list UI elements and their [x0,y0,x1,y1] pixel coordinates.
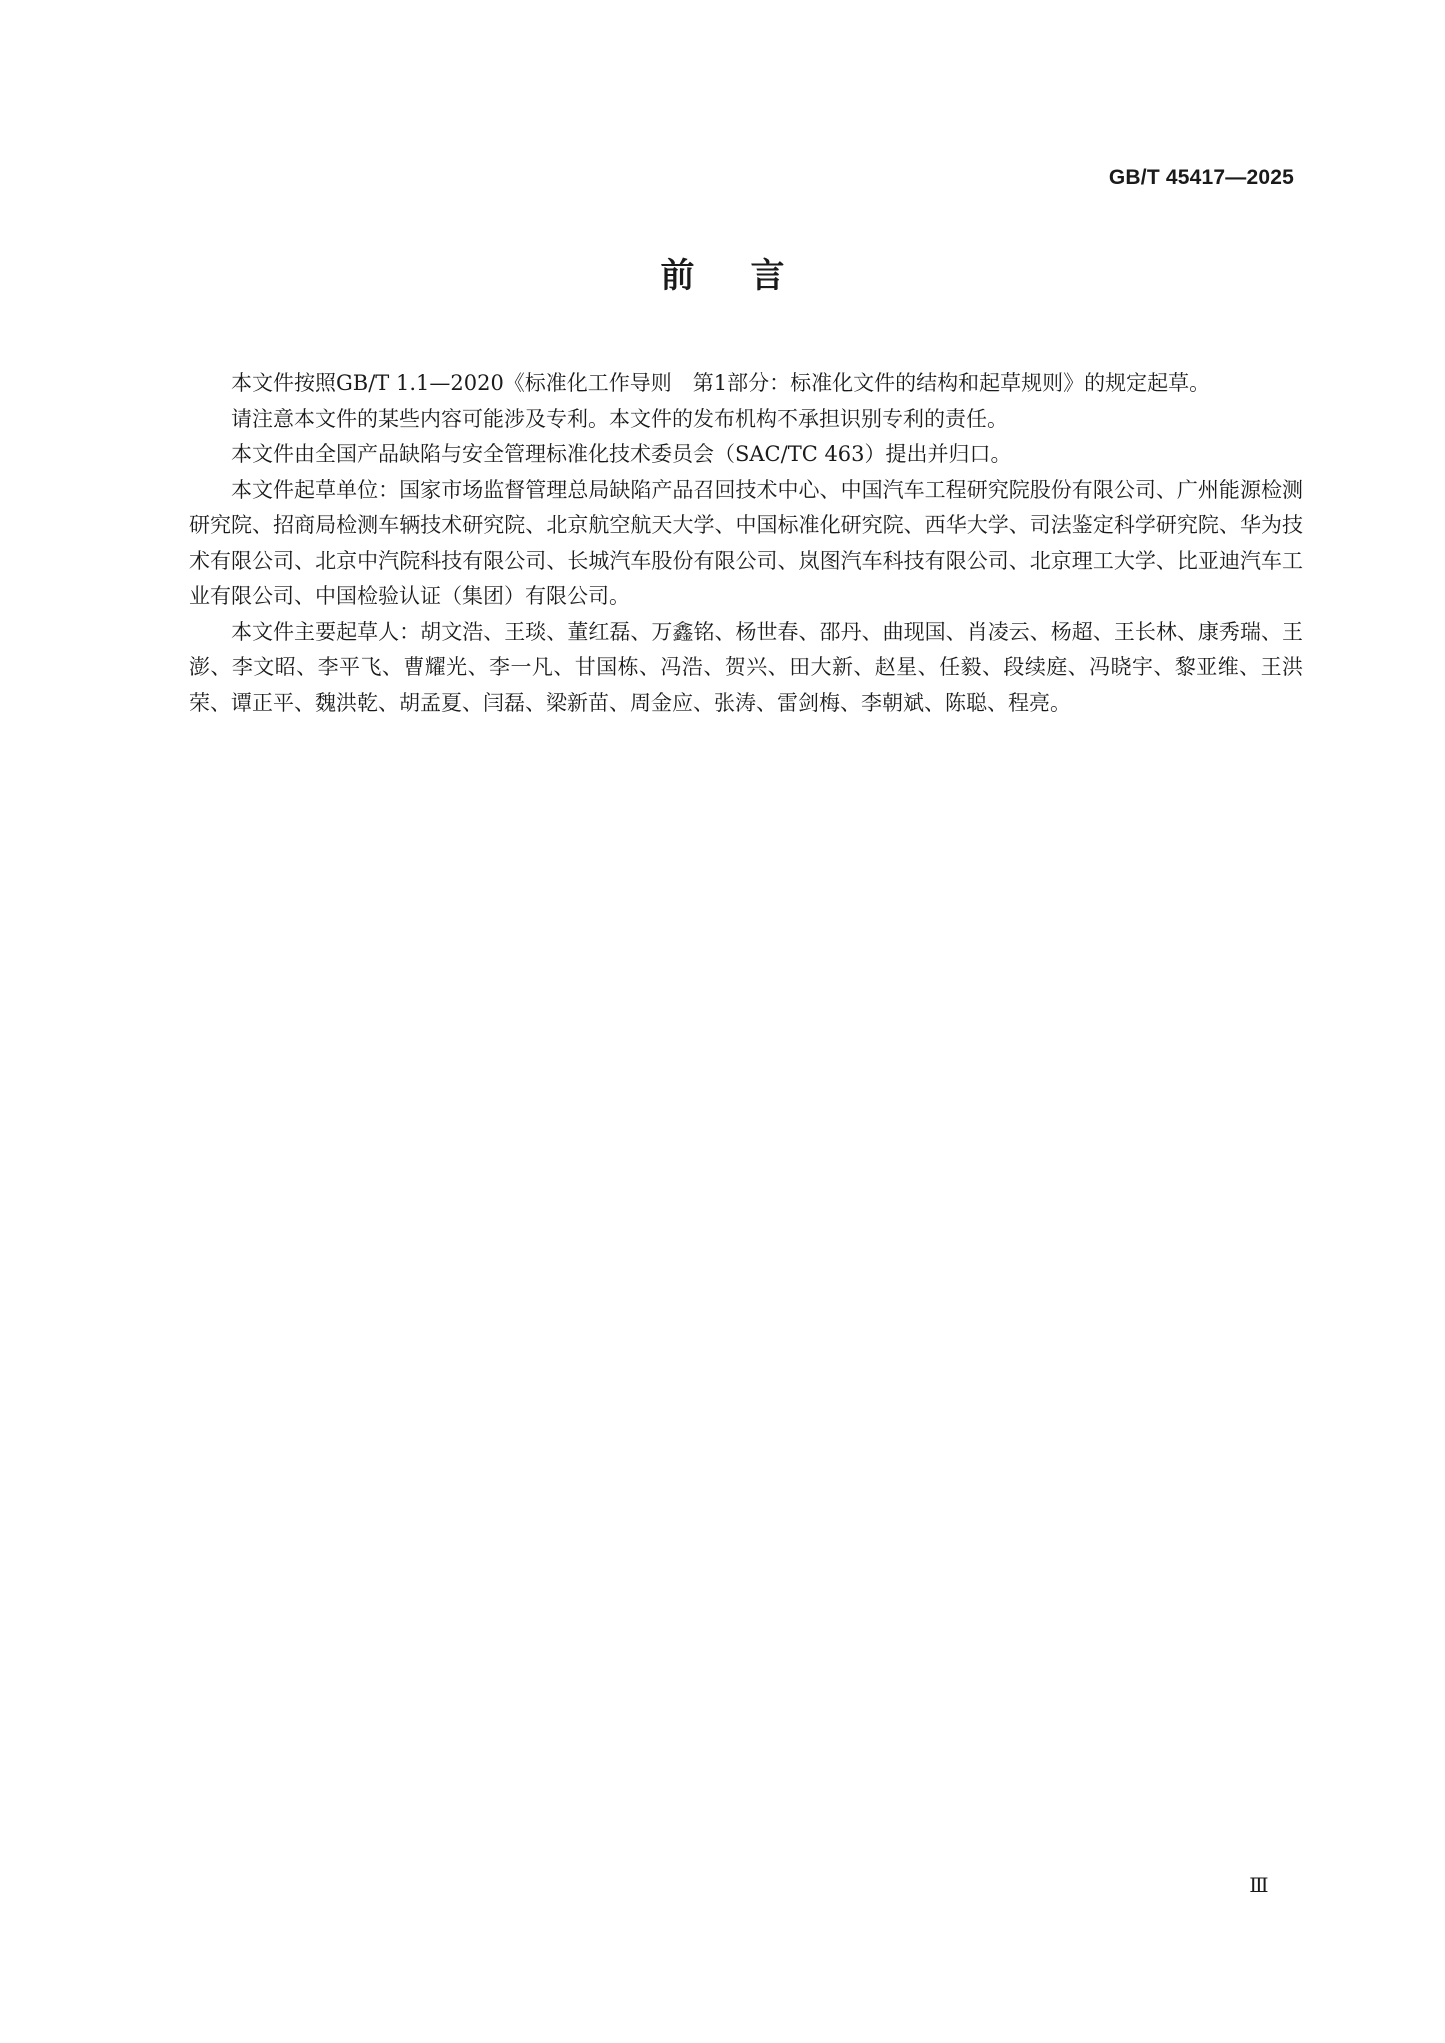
preface-body [189,366,1303,721]
paragraph-patent-notice: 请注意本文件的某些内容可能涉及专利。本文件的发布机构不承担识别专利的责任。 [231,406,1008,431]
paragraph-proposer: 本文件由全国产品缺陷与安全管理标准化技术委员会（SAC/TC 463）提出并归口。 [231,442,1012,466]
paragraph-drafters: 本文件主要起草人：胡文浩、王琰、董红磊、万鑫铭、杨世春、邵丹、曲现国、肖凌云、杨超、王长林、康秀瑞、王澎、李文昭、李平飞、曹耀光、李一凡、甘国栋、冯浩、贺兴、田大新、赵星、任毅、段续庭、冯晓宇、黎亚维、王洪荣、谭正平、魏洪乾、胡孟夏、闫磊、梁新苗、周金应、张涛、雷剑梅、李朝斌、陈聪、程亮。 [189,619,1303,715]
page-title: 前言 [660,256,841,296]
paragraph-drafting-units: 本文件起草单位：国家市场监督管理总局缺陷产品召回技术中心、中国汽车工程研究院股份有限公司、广州能源检测研究院、招商局检测车辆技术研究院、北京航空航天大学、中国标准化研究院、西华大学、司法鉴定科学研究院、华为技术有限公司、北京中汽院科技有限公司、长城汽车股份有限公司、岚图汽车科技有限公司、北京理工大学、比亚迪汽车工业有限公司、中国检验认证（集团）有限公司。 [189,477,1303,608]
paragraph-drafting-rules: 本文件按照GB/T 1.1—2020《标准化工作导则 第1部分：标准化文件的结构和起草规则》的规定起草。 [231,371,1211,395]
standard-code: GB/T 45417—2025 [1108,166,1294,189]
page-number: Ⅲ [1249,1875,1268,1897]
